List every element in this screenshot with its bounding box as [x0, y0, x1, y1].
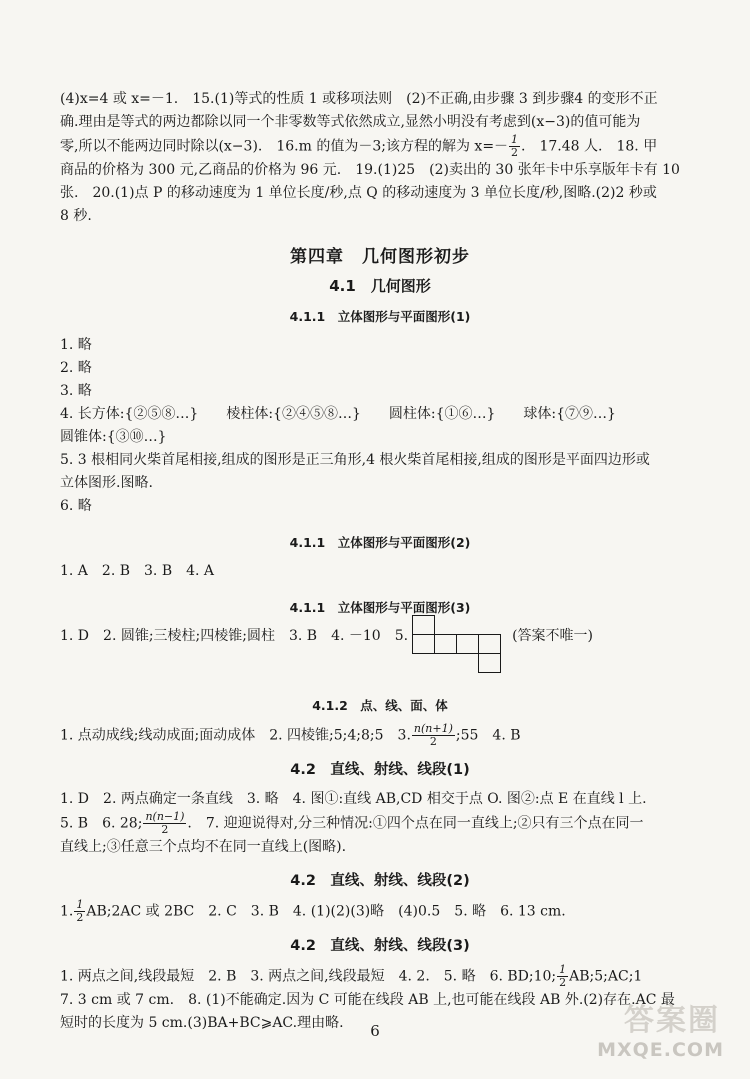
- answer-line: 1. D 2. 两点确定一条直线 3. 略 4. 图①:直线 AB,CD 相交于点 O. 图②:点 E 在直线 l 上.: [60, 791, 647, 807]
- section-title: 4.2 直线、射线、线段(2): [290, 873, 470, 889]
- section-title: 4.2 直线、射线、线段(3): [290, 938, 470, 954]
- net-square: [434, 634, 457, 654]
- answer-line: (4)x=4 或 x=－1. 15.(1)等式的性质 1 或移项法则 (2)不正确,由步骤 3 到步骤4 的变形不正: [60, 91, 658, 107]
- answer-line: 8 秒.: [60, 208, 92, 224]
- net-square: [412, 615, 435, 635]
- fraction: $\frac{n(n+1)}{2}$: [413, 722, 453, 748]
- cube-net-diagram: [412, 615, 508, 677]
- fraction: $\frac{1}{2}$: [511, 133, 519, 159]
- answer-line: 商品的价格为 300 元,乙商品的价格为 96 元. 19.(1)25 (2)卖出的 30 张年卡中乐享版年卡有 10: [60, 162, 680, 178]
- section-title: 4.1 几何图形: [329, 277, 431, 295]
- answer-line: 直线上;③任意三个点均不在同一直线上(图略).: [60, 839, 347, 855]
- fraction: $\frac{1}{2}$: [559, 963, 567, 989]
- net-square: [478, 634, 501, 654]
- chapter-title: 第四章 几何图形初步: [290, 247, 470, 267]
- subsection-title: 4.1.1 立体图形与平面图形(2): [289, 535, 471, 550]
- fraction: $\frac{1}{2}$: [76, 898, 84, 924]
- watermark-url: MXQE.COM: [597, 1039, 724, 1061]
- page-number: 6: [370, 1022, 380, 1040]
- section-title: 4.2 直线、射线、线段(1): [290, 762, 470, 778]
- net-square: [478, 653, 501, 673]
- answer-line: 4. 长方体:{②⑤⑧…} 棱柱体:{②④⑤⑧…} 圆柱体:{①⑥…} 球体:{⑦⑨…}: [60, 406, 616, 422]
- answer-line: 1. 略: [60, 337, 92, 353]
- page-content: [60, 88, 700, 1035]
- net-square: [412, 634, 435, 654]
- answer-line: 7. 3 cm 或 7 cm. 8. (1)不能确定.因为 C 可能在线段 AB 上,也可能在线段 AB 外.(2)存在.AC 最: [60, 992, 675, 1008]
- subsection-title: 4.1.1 立体图形与平面图形(3): [289, 600, 471, 615]
- answer-text: (答案不唯一): [512, 628, 594, 644]
- answer-line: 零,所以不能两边同时除以(x−3). 16.m 的值为－3;该方程的解为 x=－ $\frac{1}{2}$ . 17.48 人. 18. 甲: [60, 133, 658, 159]
- watermark: [597, 1003, 736, 1069]
- answer-line: 1. A 2. B 3. B 4. A: [60, 563, 215, 579]
- answer-line: 6. 略: [60, 498, 92, 514]
- answer-line: 圆锥体:{③⑩…}: [60, 429, 167, 445]
- answer-text: 1. D 2. 圆锥;三棱柱;四棱锥;圆柱 3. B 4. －10 5.: [60, 628, 409, 644]
- fraction: $\frac{n(n-1)}{2}$: [145, 810, 185, 836]
- answer-line: 5. B 6. 28; $\frac{n(n-1)}{2}$ . 7. 迎迎说得对,分三种情况:①四个点在同一直线上;②只有三个点在同一: [60, 810, 644, 836]
- answer-line: 5. 3 根相同火柴首尾相接,组成的图形是正三角形,4 根火柴首尾相接,组成的图形是平面四边形或: [60, 452, 650, 468]
- answer-line: 2. 略: [60, 360, 92, 376]
- answer-line: 1. $\frac{1}{2}$ AB;2AC 或 2BC 2. C 3. B 4. (1)(2)(3)略 (4)0.5 5. 略 6. 13 cm.: [60, 898, 566, 924]
- answer-line: 短时的长度为 5 cm.(3)BA+BC⩾AC.理由略.: [60, 1015, 344, 1031]
- subsection-title: 4.1.2 点、线、面、体: [312, 698, 448, 713]
- answer-line: 确.理由是等式的两边都除以同一个非零数等式依然成立,显然小明没有考虑到(x−3)的值可能为: [60, 114, 641, 130]
- subsection-title: 4.1.1 立体图形与平面图形(1): [289, 309, 471, 324]
- answer-line: 1. 点动成线;线动成面;面动成体 2. 四棱锥;5;4;8;5 3. $\frac{n(n+1)}{2}$ ;55 4. B: [60, 722, 521, 748]
- answer-line-with-cube-net: [60, 625, 700, 693]
- net-square: [456, 634, 479, 654]
- watermark-logo: 答案圈: [624, 1003, 720, 1038]
- answer-line: 3. 略: [60, 383, 92, 399]
- answer-line: 张. 20.(1)点 P 的移动速度为 1 单位长度/秒,点 Q 的移动速度为 3 单位长度/秒,图略.(2)2 秒或: [60, 185, 657, 201]
- answer-line: 立体图形.图略.: [60, 475, 153, 491]
- answer-line: 1. 两点之间,线段最短 2. B 3. 两点之间,线段最短 4. 2. 5. 略 6. BD;10; $\frac{1}{2}$ AB;5;AC;1: [60, 963, 643, 989]
